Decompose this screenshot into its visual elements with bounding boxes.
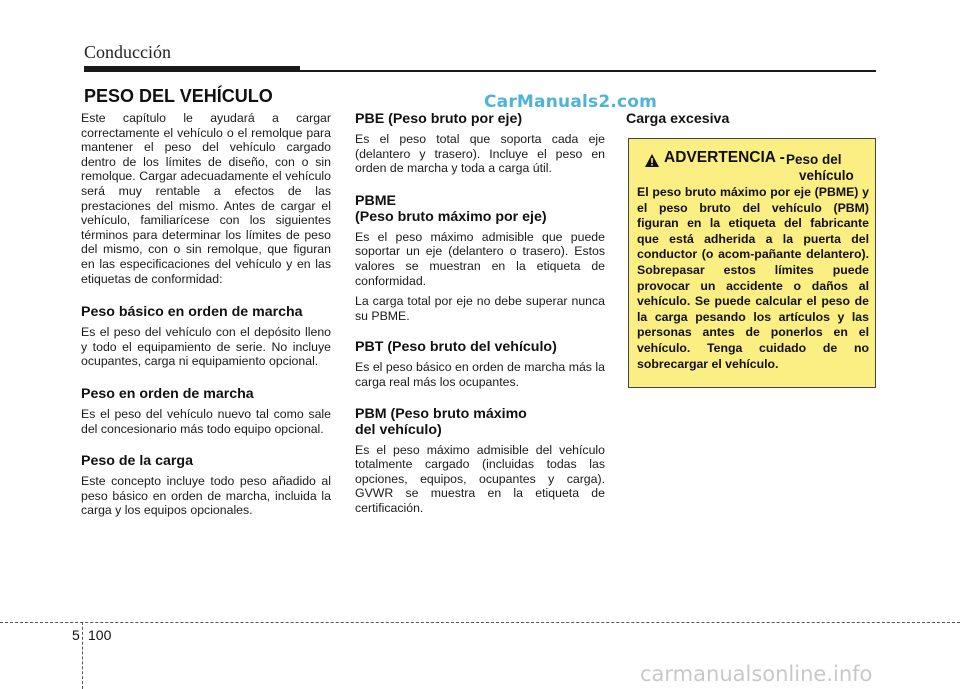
warning-title: ADVERTENCIA - (664, 149, 785, 166)
column-left (81, 111, 331, 524)
column-right (626, 111, 878, 132)
chapter-number: 5 (72, 627, 80, 643)
heading-pbt: PBT (Peso bruto del vehículo) (355, 339, 557, 356)
intro-paragraph: Este capítulo le ayudará a cargar correctamente el vehículo o el remolque para mantener el peso del vehículo cargado dentro de los límites de diseño, con o sin remolque. Cargar adecuadamente el vehículo será muy rentable a efectos de las prestaciones del mismo. Antes de cargar el vehículo, familiarícese con los siguientes términos para determinar los límites de peso del mismo, con o sin remolque, que figuran en las especificaciones del vehículo y en las etiquetas de conformidad: (81, 111, 331, 286)
heading-pbm-line1: PBM (Peso bruto máximo (355, 405, 527, 422)
warning-text: El peso bruto máximo por eje (PBME) y el peso bruto del vehículo (PBM) figuran en la etiqueta del fabricante que está adherida a la puerta del conductor (o acom-pañante delantero). Sobrepasar estos límites puede provocar un accidente o daños al vehículo. Se puede calcular el peso de la carga pesando los artículos y las personas antes de ponerlos en el vehículo. Tenga cuidado de no sobrecargar el vehículo. (637, 185, 869, 371)
paragraph-pbm: Es el peso máximo admisible del vehículo totalmente cargado (incluidas todas las opciones, equipos, ocupantes y carga). GVWR se muestra en la etiqueta de certificación. (355, 442, 605, 515)
warning-subtitle-line2: vehículo (799, 168, 854, 183)
page-number: 100 (88, 627, 112, 643)
heading-peso-basico: Peso básico en orden de marcha (81, 304, 303, 321)
paragraph-peso-carga: Este concepto incluye todo peso añadido al peso básico en orden de marcha, incluida la carga y los equipos opcionales. (81, 474, 331, 518)
heading-peso-orden-marcha: Peso en orden de marcha (81, 385, 254, 402)
heading-carga-excesiva: Carga excesiva (626, 111, 730, 127)
heading-pbm (355, 406, 605, 438)
heading-pbme-line2: (Peso bruto máximo por eje) (355, 208, 547, 225)
column-middle (355, 111, 605, 522)
warning-triangle-icon (645, 154, 659, 167)
heading-pbme (355, 193, 605, 225)
warning-subtitle-line1: Peso del (786, 152, 842, 167)
heading-pbe: PBE (Peso bruto por eje) (355, 111, 523, 127)
heading-pbm-line2: del vehículo) (355, 421, 442, 438)
paragraph-peso-orden-marcha: Es el peso del vehículo nuevo tal como sale del concesionario más todo equipo opcional. (81, 406, 331, 436)
paragraph-pbt: Es el peso básico en orden de marcha más la carga real más los ocupantes. (355, 360, 605, 389)
warning-box (628, 138, 876, 388)
heading-peso-carga: Peso de la carga (81, 453, 193, 470)
footer-dashed-rule (0, 622, 960, 623)
heading-pbme-line1: PBME (355, 192, 396, 209)
paragraph-peso-basico: Es el peso del vehículo con el depósito lleno y todo el equipamiento de serie. No incluye ocupantes, carga ni equipamiento opcional. (81, 325, 331, 369)
watermark-bottom: carmanualsonline.info (640, 662, 873, 686)
watermark-top: CarManuals2.com (484, 92, 658, 112)
header-rule-thick (84, 66, 300, 72)
header-rule-thin (300, 70, 876, 72)
paragraph-pbme-2: La carga total por eje no debe superar nunca su PBME. (355, 294, 605, 323)
page-title: PESO DEL VEHÍCULO (84, 86, 273, 106)
paragraph-pbme-1: Es el peso máximo admisible que puede soportar un eje (delantero o trasero). Estos valores se muestran en la etiqueta de conformidad. (355, 229, 605, 288)
section-header: Conducción (84, 42, 171, 62)
footer-dashed-divider (82, 622, 83, 689)
paragraph-pbe: Es el peso total que soporta cada eje (delantero y trasero). Incluye el peso en orden de marcha y toda a carga útil. (355, 132, 605, 176)
